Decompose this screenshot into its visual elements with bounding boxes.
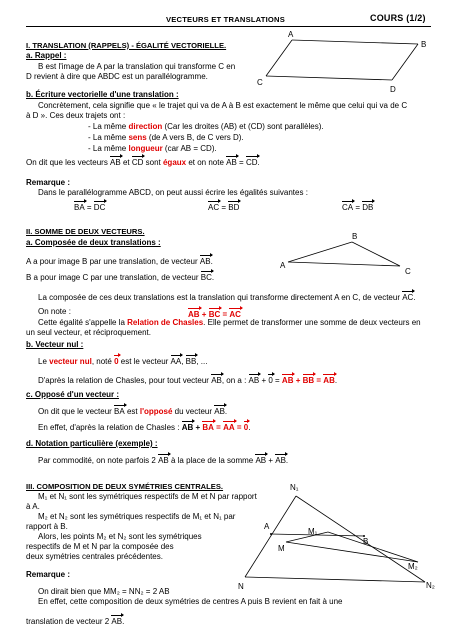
remarque3-line2: En effet, cette composition de deux symétries de centres A puis B revient en fait à une bbox=[38, 597, 343, 606]
fig3-label-m: M bbox=[278, 544, 285, 553]
sym-line7: deux symétries centrales précédentes. bbox=[26, 552, 163, 561]
notation-title: d. Notation particulière (exemple) : bbox=[26, 439, 158, 448]
rappel-line1: B est l'image de A par la translation qui transforme C en bbox=[38, 62, 236, 71]
remarque1-line: Dans le parallélogramme ABCD, on peut aussi écrire les égalités suivantes : bbox=[38, 188, 308, 197]
rappel-line2: D revient à dire que ABDC est un parallélogramme. bbox=[26, 72, 208, 81]
sens-line: - La même sens (de A vers B, de C vers D). bbox=[88, 133, 244, 142]
direction-line: - La même direction (Car les droites (AB) et (CD) sont parallèles). bbox=[88, 122, 324, 131]
vecteur-nul-line2: D'après la relation de Chasles, pour tout vecteur AB, on a : AB + 0 = AB + BB = AB. bbox=[38, 373, 337, 386]
fig1-label-b: B bbox=[421, 40, 427, 49]
chasles-line2: un seul vecteur, et réciproquement. bbox=[26, 328, 151, 337]
fig1-label-a: A bbox=[288, 30, 294, 39]
fig3-label-a: A bbox=[264, 522, 270, 531]
fig3-label-n2: N₂ bbox=[426, 581, 435, 590]
sym-line5: Alors, les points M₂ et N₂ sont les symétriques bbox=[38, 532, 202, 541]
fig3-label-n1: N₁ bbox=[290, 483, 299, 492]
vecteur-nul-title: b. Vecteur nul : bbox=[26, 340, 84, 349]
oppose-line2: En effet, d'après la relation de Chasles : AB + BA = AA = 0. bbox=[38, 420, 250, 433]
sym-line4: rapport à B. bbox=[26, 522, 68, 531]
symetries-figure bbox=[230, 478, 450, 596]
sym-line2: à A. bbox=[26, 502, 40, 511]
on-note-label: On note : bbox=[38, 307, 71, 316]
fig3-label-n: N bbox=[238, 582, 244, 591]
remarque3-line3: translation de vecteur 2 AB. bbox=[26, 614, 124, 627]
vecteur-nul-line1: Le vecteur nul, noté 0 est le vecteur AA, BB, ... bbox=[38, 354, 207, 367]
sym-line6: respectifs de M et N par la composée des bbox=[26, 542, 174, 551]
chasles-line1: Cette égalité s'appelle la Relation de Chasles. Elle permet de transformer une somme de deux vecteurs en bbox=[38, 318, 421, 327]
ecriture-title: b. Écriture vectorielle d'une translation : bbox=[26, 90, 179, 99]
sym-line3: M₂ et N₂ sont les symétriques respectifs de M₁ et N₁ par bbox=[38, 512, 236, 521]
sym-line1: M₁ et N₁ sont les symétriques respectifs de M et N par rapport bbox=[38, 492, 257, 501]
egalite-line: On dit que les vecteurs AB et CD sont égaux et on note AB = CD. bbox=[26, 155, 260, 168]
fig3-label-b: B bbox=[363, 537, 369, 546]
section2-title: II. SOMME DE DEUX VECTEURS. bbox=[26, 227, 145, 236]
equality-ca-db: CA = DB bbox=[342, 200, 373, 213]
fig2-label-b: B bbox=[352, 232, 358, 241]
ecriture-line1: Concrètement, cela signifie que « le trajet qui va de A à B est exactement le même que celui qui va de C bbox=[38, 101, 408, 110]
ecriture-line2: à D ». Ces deux trajets ont : bbox=[26, 111, 126, 120]
parallelogram-figure bbox=[240, 30, 440, 100]
remarque3-line1: On dirait bien que MM₂ = NN₂ = 2 AB bbox=[38, 587, 170, 596]
fig3-label-m2: M₂ bbox=[408, 562, 418, 571]
chasles-equation: AB + BC = AC bbox=[188, 307, 241, 320]
header-rule bbox=[26, 26, 431, 27]
section3-title: III. COMPOSITION DE DEUX SYMÉTRIES CENTRALES. bbox=[26, 482, 224, 491]
composee-title: a. Composée de deux translations : bbox=[26, 238, 161, 247]
longueur-line: - La même longueur (car AB = CD). bbox=[88, 144, 217, 153]
rappel-title: a. Rappel : bbox=[26, 51, 67, 60]
fig2-label-c: C bbox=[405, 267, 411, 276]
oppose-line1: On dit que le vecteur BA est l'opposé du vecteur AB. bbox=[38, 404, 227, 417]
remarque1-title: Remarque : bbox=[26, 178, 71, 187]
chasles-figure bbox=[280, 230, 420, 280]
composee-line3: La composée de ces deux translations est la translation qui transforme directement A en C, de vecteur AC. bbox=[38, 290, 416, 303]
equality-ba-dc: BA = DC bbox=[74, 200, 105, 213]
section1-title: I. TRANSLATION (RAPPELS) - ÉGALITÉ VECTORIELLE. bbox=[26, 41, 227, 50]
oppose-title: c. Opposé d'un vecteur : bbox=[26, 390, 120, 399]
composee-line2: B a pour image C par une translation, de vecteur BC. bbox=[26, 270, 214, 283]
fig3-label-m1: M₁ bbox=[308, 527, 318, 536]
notation-line: Par commodité, on note parfois 2 AB à la place de la somme AB + AB. bbox=[38, 453, 288, 466]
header-title: VECTEURS ET TRANSLATIONS bbox=[166, 15, 285, 24]
equality-ac-bd: AC = BD bbox=[208, 200, 239, 213]
remarque3-title: Remarque : bbox=[26, 570, 71, 579]
fig1-label-c: C bbox=[257, 78, 263, 87]
composee-line1: A a pour image B par une translation, de vecteur AB. bbox=[26, 254, 213, 267]
fig2-label-a: A bbox=[280, 261, 286, 270]
header-cours: COURS (1/2) bbox=[370, 13, 426, 23]
fig1-label-d: D bbox=[390, 85, 396, 94]
